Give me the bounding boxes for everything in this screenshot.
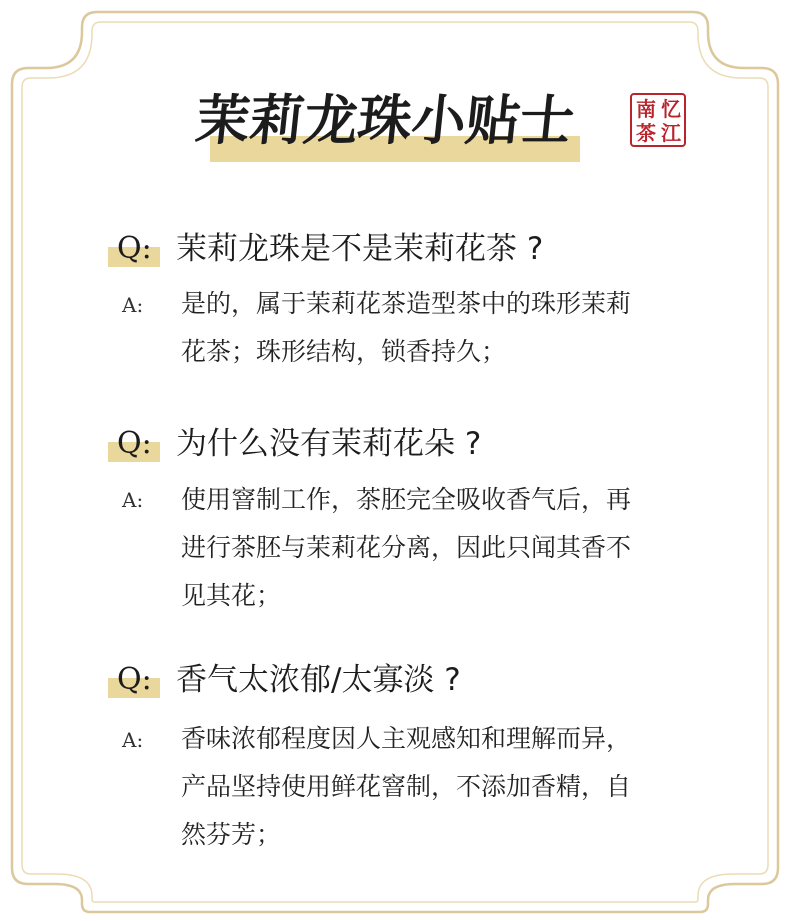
brand-seal-stamp <box>630 93 686 147</box>
seal-char: 忆 <box>661 97 681 121</box>
answer-line: 产品坚持使用鲜花窨制，不添加香精，自 <box>181 772 632 801</box>
question-text: 香气太浓郁/太寡淡 ? <box>176 662 461 698</box>
seal-char: 南 <box>636 97 656 121</box>
question-label: Q: <box>117 231 152 266</box>
page-title: 茉莉龙珠小贴士 <box>192 88 578 152</box>
answer-line: 使用窨制工作，茶胚完全吸收香气后，再 <box>181 485 632 514</box>
question-text: 茉莉龙珠是不是茉莉花茶 ? <box>176 231 544 267</box>
question-label: Q: <box>117 426 152 461</box>
question-row <box>0 656 790 706</box>
answer-text <box>181 715 721 859</box>
answer-line: 香味浓郁程度因人主观感知和理解而异， <box>181 724 632 753</box>
question-row <box>0 420 790 470</box>
question-label: Q: <box>117 662 152 697</box>
answer-text <box>181 476 721 620</box>
answer-line: 花茶；珠形结构，锁香持久； <box>181 337 507 366</box>
seal-char: 江 <box>661 121 681 145</box>
answer-text <box>181 280 721 376</box>
answer-line: 然芬芳； <box>181 820 282 849</box>
answer-label: A: <box>122 488 144 512</box>
question-text: 为什么没有茉莉花朵 ? <box>176 426 482 462</box>
answer-line: 进行茶胚与茉莉花分离，因此只闻其香不 <box>181 533 632 562</box>
answer-label: A: <box>122 728 144 752</box>
seal-char: 茶 <box>636 121 656 145</box>
answer-line: 见其花； <box>181 581 282 610</box>
answer-line: 是的，属于茉莉花茶造型茶中的珠形茉莉 <box>181 289 632 318</box>
question-row <box>0 225 790 275</box>
answer-label: A: <box>122 293 144 317</box>
